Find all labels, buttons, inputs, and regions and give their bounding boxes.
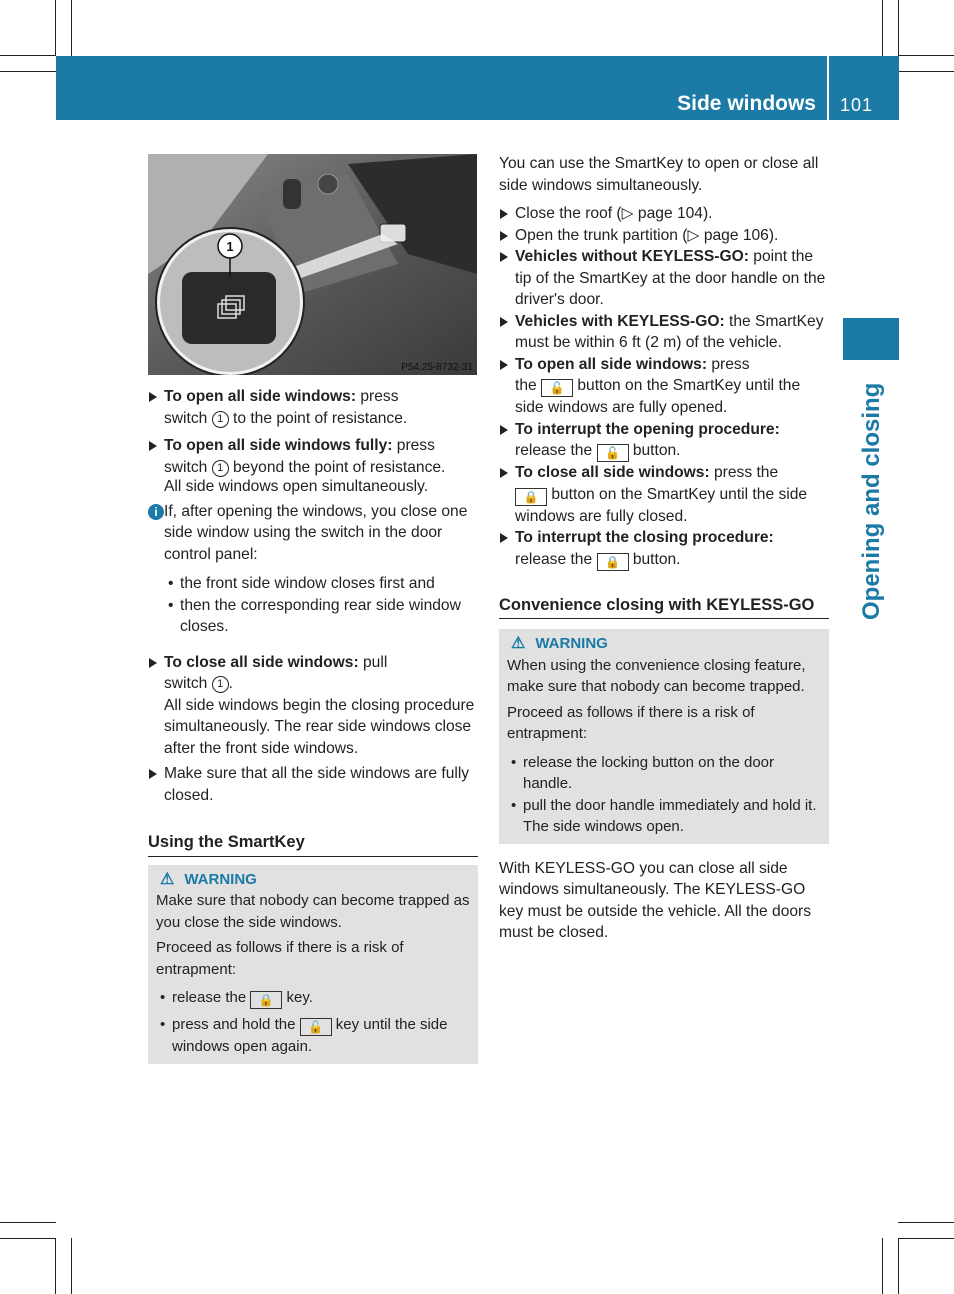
body-text: With KEYLESS-GO you can close all side windows simultaneously. The KEYLESS-GO key must be outside the vehicle. All the doors must be closed. [499, 859, 812, 941]
crop-mark [898, 1222, 954, 1223]
unlock-key-icon: 🔓 [300, 1018, 332, 1036]
warning-title: WARNING [184, 870, 257, 888]
crop-mark [55, 1238, 56, 1294]
lock-key-icon: 🔒 [250, 991, 282, 1009]
page-number: 101 [840, 95, 874, 115]
list-item: • the front side window closes first and [164, 573, 478, 595]
crop-mark [898, 0, 899, 56]
list-item: • release the 🔒 key. [156, 987, 470, 1009]
warning-box [148, 865, 478, 1064]
step-result: All side windows open simultaneously. [164, 478, 429, 495]
instruction-step: Close the roof (▷ page 104). [499, 203, 829, 225]
instruction-step: Vehicles without KEYLESS-GO: point the tip of the SmartKey at the door handle on the driver's door. [499, 246, 829, 311]
warning-text: Proceed as follows if there is a risk of entrapment: [507, 703, 755, 742]
crop-mark [71, 0, 72, 56]
crop-mark [0, 1238, 56, 1239]
unlock-key-icon: 🔓 [541, 379, 573, 397]
figure-callout: 1 [226, 239, 234, 254]
list-item: • press and hold the 🔓 key until the side windows open again. [156, 1014, 470, 1058]
crop-mark [882, 0, 883, 56]
crop-mark [882, 1238, 883, 1294]
warning-text: The side windows open. [523, 818, 684, 835]
center-console-photo [148, 154, 477, 375]
chapter-tab [843, 318, 899, 360]
left-column [148, 386, 478, 1064]
warning-triangle-icon: ⚠ [160, 870, 175, 888]
list-item: • release the locking button on the door handle. [507, 752, 821, 795]
right-column [499, 153, 829, 944]
warning-text: When using the convenience closing feature, make sure that nobody can become trapped. [507, 656, 806, 695]
crop-mark [898, 71, 954, 72]
instruction-step: Vehicles with KEYLESS-GO: the SmartKey must be within 6 ft (2 m) of the vehicle. [499, 311, 829, 354]
crop-mark [898, 1238, 899, 1294]
instruction-step: To interrupt the opening procedure: release the 🔓 button. [499, 419, 829, 463]
header-divider [827, 56, 829, 120]
crop-mark [0, 1222, 56, 1223]
callout-1-icon: 1 [212, 460, 229, 477]
lock-key-icon: 🔒 [515, 488, 547, 506]
step-result: All side windows begin the closing procedure simultaneously. The rear side windows close after the front side windows. [164, 696, 475, 757]
unlock-key-icon: 🔓 [597, 444, 629, 462]
crop-mark [898, 55, 954, 56]
crop-mark [71, 1238, 72, 1294]
list-item: • pull the door handle immediately and hold it. [507, 795, 821, 817]
instruction-step: Make sure that all the side windows are fully closed. [148, 763, 478, 806]
instruction-step: To close all side windows: pull switch 1 . [148, 652, 478, 695]
section-title: Using the SmartKey [148, 832, 478, 857]
crop-mark [0, 71, 56, 72]
crop-mark [898, 1238, 954, 1239]
instruction-step: Open the trunk partition (▷ page 106). [499, 225, 829, 247]
crop-mark [0, 55, 56, 56]
crop-mark [55, 0, 56, 56]
instruction-step: To interrupt the closing procedure: release the 🔒 button. [499, 527, 829, 571]
instruction-step: To open all side windows: press the 🔓 button on the SmartKey until the side windows are fully opened. [499, 354, 829, 419]
section-title: Convenience closing with KEYLESS-GO [499, 595, 829, 620]
instruction-step: To open all side windows fully: press switch 1 beyond the point of resistance. [148, 435, 478, 478]
page-title: Side windows [677, 92, 816, 115]
info-icon: i [148, 504, 164, 520]
callout-1-icon: 1 [212, 411, 229, 428]
info-note [148, 501, 478, 638]
intro-text: You can use the SmartKey to open or close all side windows simultaneously. [499, 155, 819, 194]
warning-text: Make sure that nobody can become trapped as you close the side windows. [156, 892, 470, 931]
info-text: If, after opening the windows, you close one side window using the switch in the door control panel: [164, 502, 468, 563]
warning-text: Proceed as follows if there is a risk of entrapment: [156, 939, 404, 978]
chapter-label: Opening and closing [858, 382, 885, 620]
lock-key-icon: 🔒 [597, 553, 629, 571]
instruction-step: To open all side windows: press switch 1 to the point of resistance. [148, 386, 478, 429]
warning-triangle-icon: ⚠ [511, 635, 526, 652]
instruction-step: To close all side windows: press the 🔒 button on the SmartKey until the side windows are fully closed. [499, 462, 829, 527]
warning-box [499, 629, 829, 844]
callout-1-icon: 1 [212, 676, 229, 693]
warning-title: WARNING [535, 635, 608, 652]
figure-code: P54.25-8732-31 [401, 362, 473, 373]
list-item: • then the corresponding rear side window closes. [164, 595, 478, 638]
